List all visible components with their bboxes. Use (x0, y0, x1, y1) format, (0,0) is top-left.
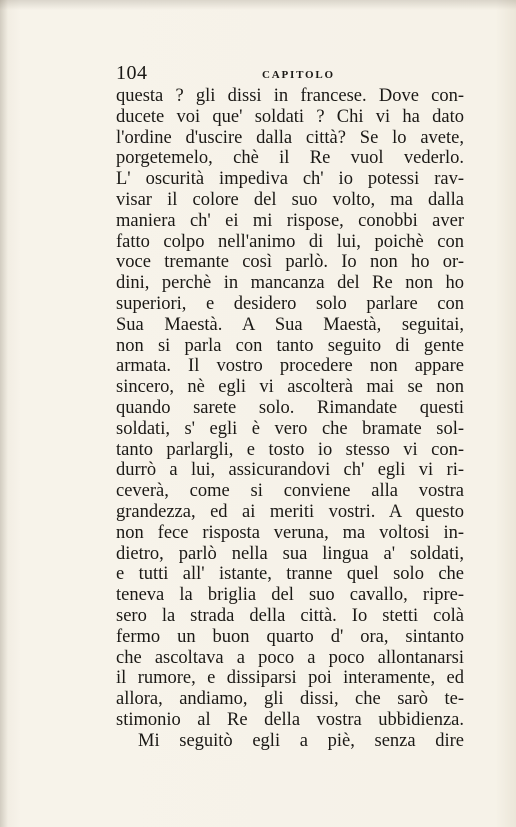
text-line: grandezza, ed ai meriti vostri. A questo (116, 501, 464, 522)
text-line: non si parla con tanto seguito di gente (116, 335, 464, 356)
text-line: durrò a lui, assicurandovi ch' egli vi ri- (116, 460, 464, 481)
text-line: stimonio al Re della vostra ubbidienza. (116, 709, 464, 730)
text-line: e tutti all' istante, tranne quel solo che (116, 564, 464, 585)
text-line: L' oscurità impediva ch' io potessi rav- (116, 169, 464, 190)
text-line: maniera ch' ei mi rispose, conobbi aver (116, 210, 464, 231)
text-line: dietro, parlò nella sua lingua a' soldati, (116, 543, 464, 564)
text-line: sincero, nè egli vi ascolterà mai se non (116, 377, 464, 398)
text-line: superiori, e desidero solo parlare con (116, 293, 464, 314)
text-line: voce tremante così parlò. Io non ho or- (116, 252, 464, 273)
text-line: dini, perchè in mancanza del Re non ho (116, 273, 464, 294)
text-line: visar il colore del suo volto, ma dalla (116, 189, 464, 210)
text-line: questa ? gli dissi in francese. Dove con- (116, 86, 464, 106)
text-line: che ascoltava a poco a poco allontanarsi (116, 647, 464, 668)
text-line: sero la strada della città. Io stetti colà (116, 605, 464, 626)
text-line: ceverà, come si conviene alla vostra (116, 481, 464, 502)
text-line: ducete voi que' soldati ? Chi vi ha dato (116, 106, 464, 127)
page-binding-shadow (0, 0, 8, 827)
chapter-heading: CAPITOLO (262, 69, 335, 81)
text-line: il rumore, e dissiparsi poi interamente, ed (116, 668, 464, 689)
text-line: Mi seguitò egli a piè, senza dire (138, 730, 464, 751)
text-line: l'ordine d'uscire dalla città? Se lo avete, (116, 127, 464, 148)
page-number: 104 (116, 62, 148, 84)
page-top-shadow (0, 0, 516, 10)
text-line: teneva la briglia del suo cavallo, ripre- (116, 585, 464, 606)
text-line: fermo un buon quarto d' ora, sintanto (116, 626, 464, 647)
text-line: quando sarete solo. Rimandate questi (116, 397, 464, 418)
text-line: tanto parlargli, e tosto io stesso vi con- (116, 439, 464, 460)
text-line: soldati, s' egli è vero che bramate sol- (116, 418, 464, 439)
running-head (116, 62, 464, 86)
text-line: non fece risposta veruna, ma voltosi in- (116, 522, 464, 543)
text-line: Sua Maestà. A Sua Maestà, seguitai, (116, 314, 464, 335)
body-text (116, 86, 464, 752)
text-line: allora, andiamo, gli dissi, che sarò te- (116, 689, 464, 710)
text-line: armata. Il vostro procedere non appare (116, 356, 464, 377)
text-line: fatto colpo nell'animo di lui, poichè con (116, 231, 464, 252)
text-line: porgetemelo, chè il Re vuol vederlo. (116, 148, 464, 169)
